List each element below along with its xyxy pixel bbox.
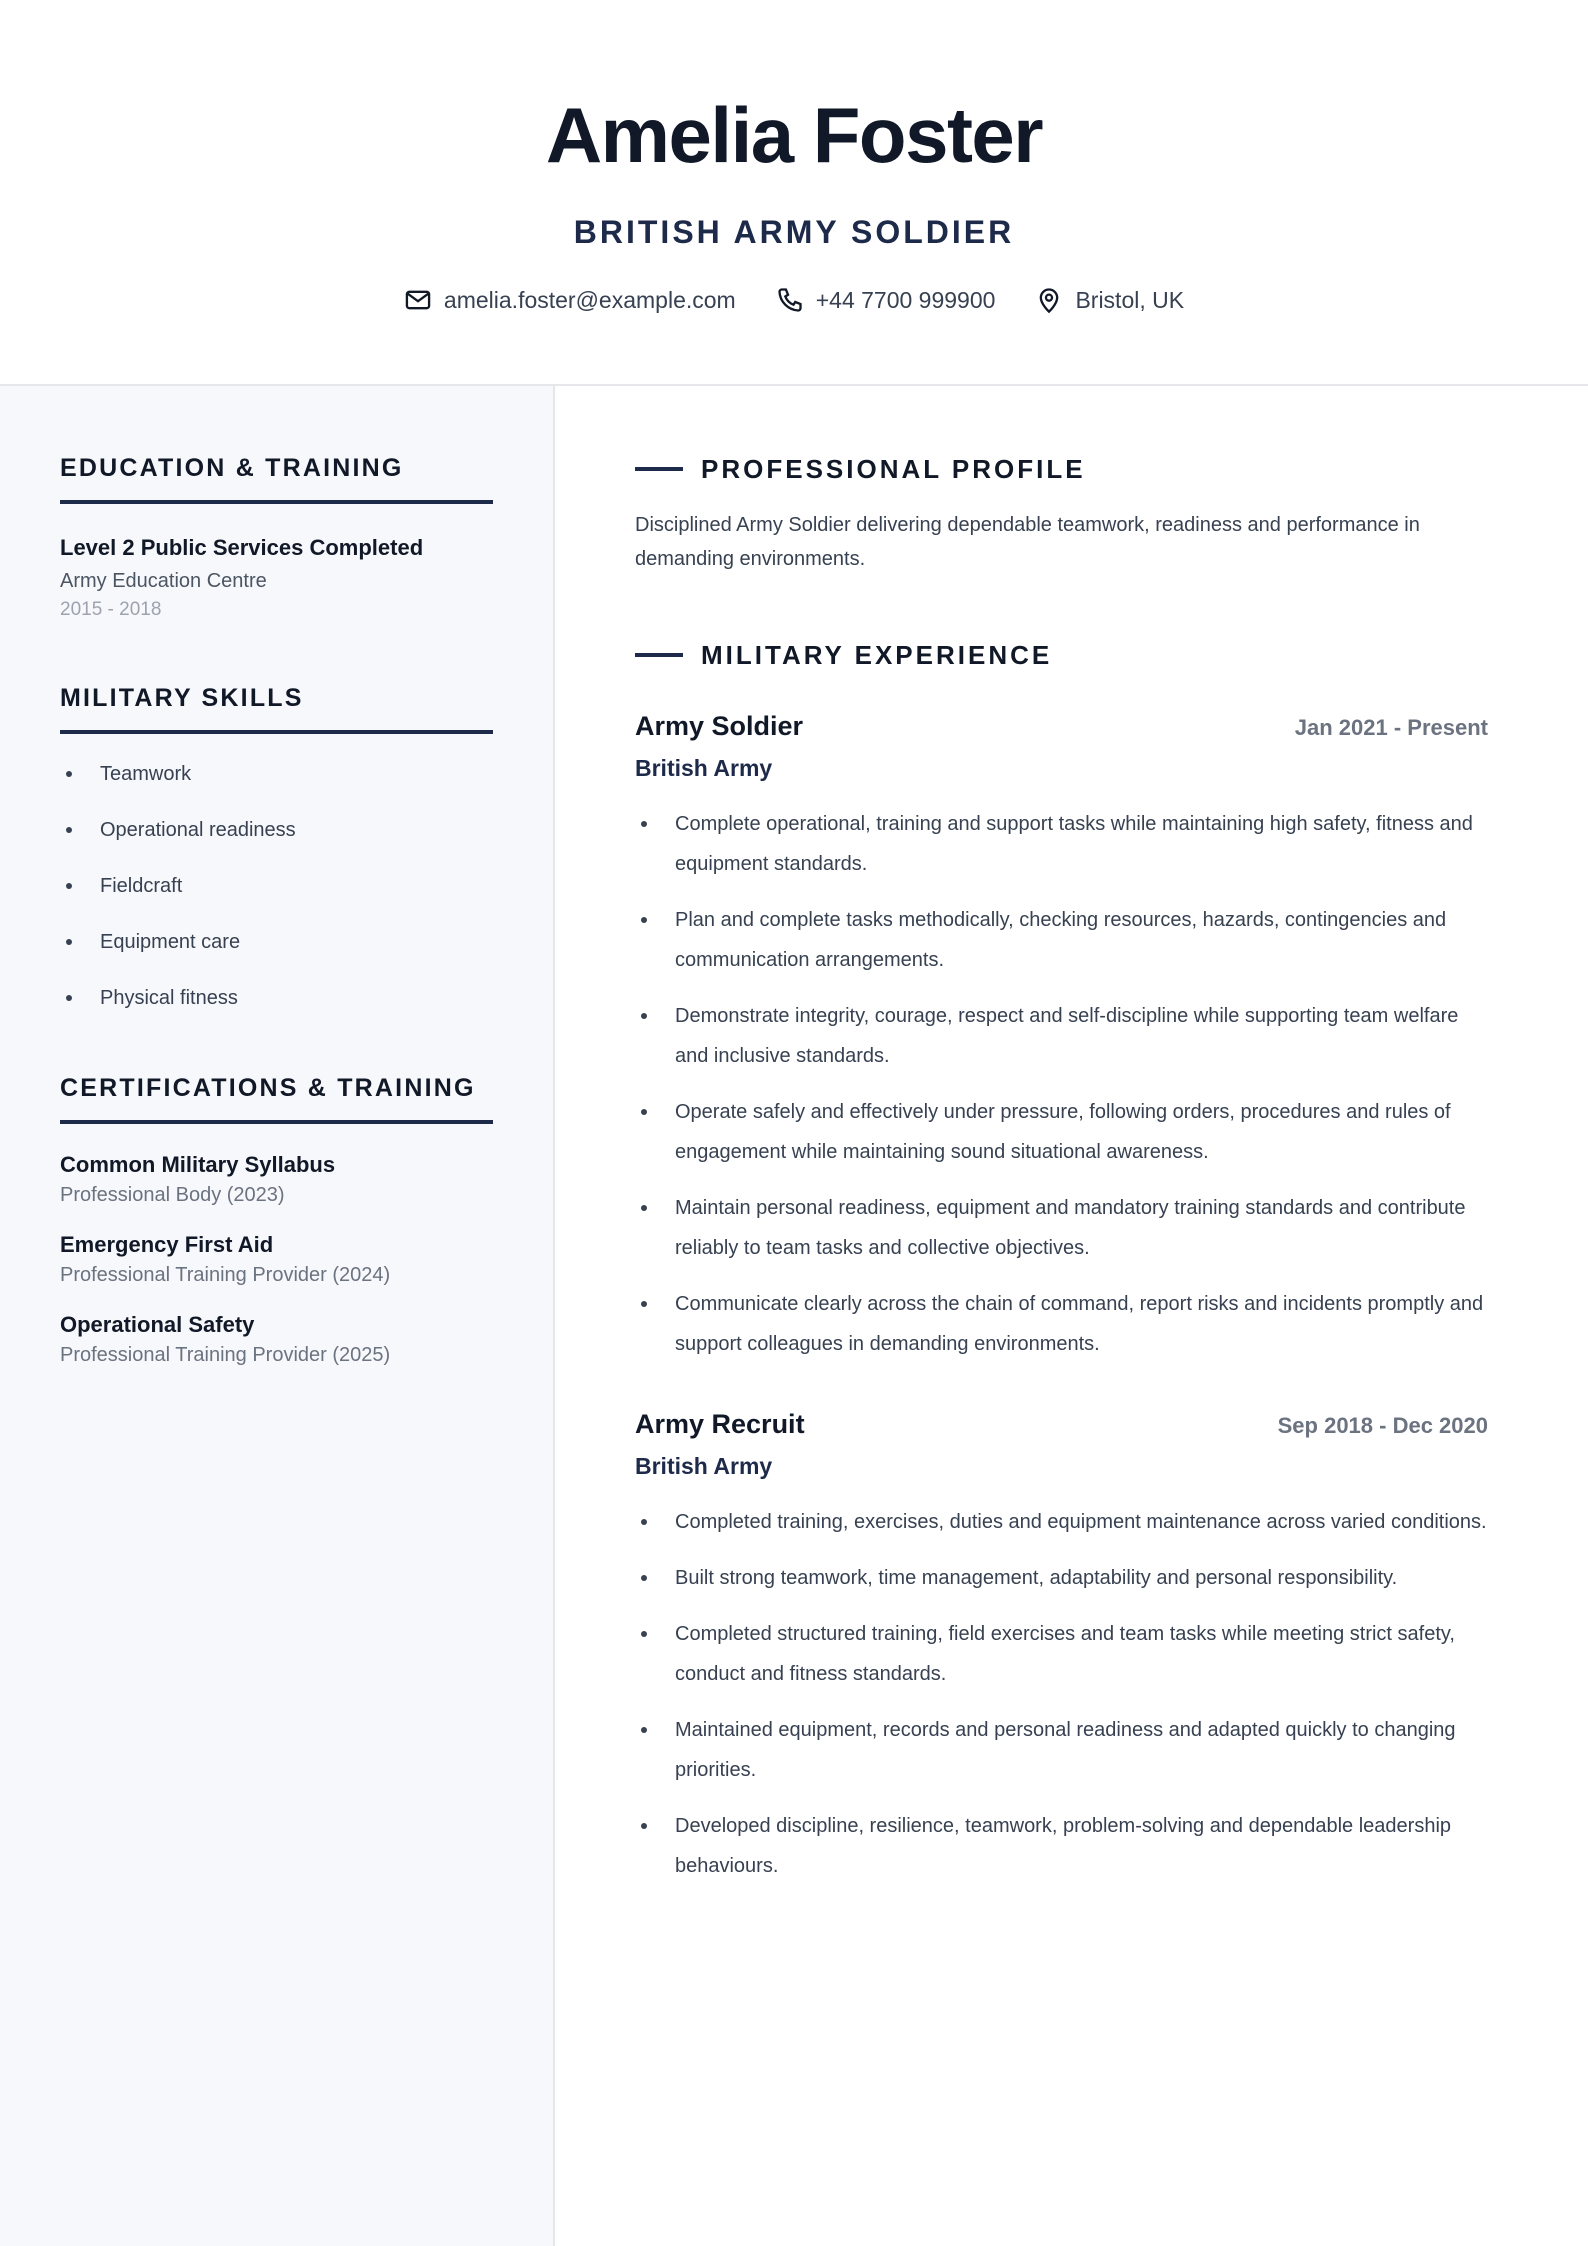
job-bullets [635,804,1488,1364]
skill-item: Physical fitness [60,982,493,1014]
job-header [635,1406,1488,1442]
job-bullet: Maintained equipment, records and personal readiness and adapted quickly to changing priorities. [635,1710,1488,1790]
email-text: amelia.foster@example.com [443,287,736,313]
certification-title: Emergency First Aid [60,1232,274,1257]
job-bullet: Operate safely and effectively under pressure, following orders, procedures and rules of engagement while maintaining sound situational awareness. [635,1092,1488,1172]
experience-heading-text: MILITARY EXPERIENCE [701,640,1053,670]
job-bullet: Plan and complete tasks methodically, checking resources, hazards, contingencies and communication arrangements. [635,900,1488,980]
certification-title: Operational Safety [60,1312,255,1337]
heading-accent-bar [635,653,683,657]
contact-info [0,282,1588,318]
job-entry [635,708,1488,1364]
location-text: Bristol, UK [1075,287,1185,313]
education-section [60,452,493,624]
education-title: Level 2 Public Services Completed [60,535,424,560]
skill-item: Equipment care [60,926,493,958]
job-dates: Jan 2021 - Present [1294,715,1488,740]
job-title: Army Soldier [635,711,804,741]
job-bullets [635,1502,1488,1886]
candidate-role: BRITISH ARMY SOLDIER [573,214,1015,250]
education-dates: 2015 - 2018 [60,599,162,620]
skills-heading: MILITARY SKILLS [60,682,493,734]
job-bullet: Maintain personal readiness, equipment and mandatory training standards and contribute reliably to team tasks and collective objectives. [635,1188,1488,1268]
skills-list [60,758,493,1014]
job-bullet: Communicate clearly across the chain of command, report risks and incidents promptly and support colleagues in demanding environments. [635,1284,1488,1364]
certification-item [60,1230,493,1290]
certification-detail: Professional Body (2023) [60,1184,285,1206]
envelope-icon [404,286,432,314]
skill-item: Teamwork [60,758,493,790]
candidate-name: Amelia Foster [545,91,1043,179]
profile-heading [635,452,1488,486]
contact-email [404,282,736,318]
education-institution: Army Education Centre [60,570,267,592]
certifications-heading: CERTIFICATIONS & TRAINING [60,1072,493,1124]
map-pin-icon [1035,286,1063,314]
profile-section [635,452,1488,576]
job-bullet: Built strong teamwork, time management, adaptability and personal responsibility. [635,1558,1488,1598]
resume-header [0,0,1588,386]
skill-item: Operational readiness [60,814,493,846]
job-organization: British Army [635,1453,773,1479]
resume-body [0,386,1588,2246]
profile-heading-text: PROFESSIONAL PROFILE [701,454,1086,484]
certification-detail: Professional Training Provider (2024) [60,1264,391,1286]
skill-item: Fieldcraft [60,870,493,902]
job-bullet: Completed structured training, field exercises and team tasks while meeting strict safety, conduct and fitness standards. [635,1614,1488,1694]
job-bullet: Developed discipline, resilience, teamwork, problem-solving and dependable leadership behaviours. [635,1806,1488,1886]
certification-title: Common Military Syllabus [60,1152,336,1177]
job-bullet: Demonstrate integrity, courage, respect and self-discipline while supporting team welfare and inclusive standards. [635,996,1488,1076]
job-dates: Sep 2018 - Dec 2020 [1277,1413,1488,1438]
certification-item [60,1310,493,1370]
job-title: Army Recruit [635,1409,805,1439]
profile-text: Disciplined Army Soldier delivering dependable teamwork, readiness and performance in demanding environments. [635,514,1420,570]
skills-section [60,682,493,1014]
heading-accent-bar [635,467,683,471]
main-content [555,386,1588,2246]
certification-item [60,1150,493,1210]
sidebar [0,386,555,2246]
certifications-section [60,1072,493,1370]
job-bullet: Completed training, exercises, duties and equipment maintenance across varied conditions. [635,1502,1488,1542]
contact-location [1035,282,1184,318]
education-heading: EDUCATION & TRAINING [60,452,493,504]
contact-phone [776,282,996,318]
job-bullet: Complete operational, training and support tasks while maintaining high safety, fitness and equipment standards. [635,804,1488,884]
experience-section [635,638,1488,1886]
certification-detail: Professional Training Provider (2025) [60,1344,391,1366]
job-entry [635,1406,1488,1886]
phone-text: +44 7700 999900 [815,287,996,313]
job-organization: British Army [635,755,773,781]
experience-heading [635,638,1488,672]
job-header [635,708,1488,744]
phone-icon [776,286,804,314]
